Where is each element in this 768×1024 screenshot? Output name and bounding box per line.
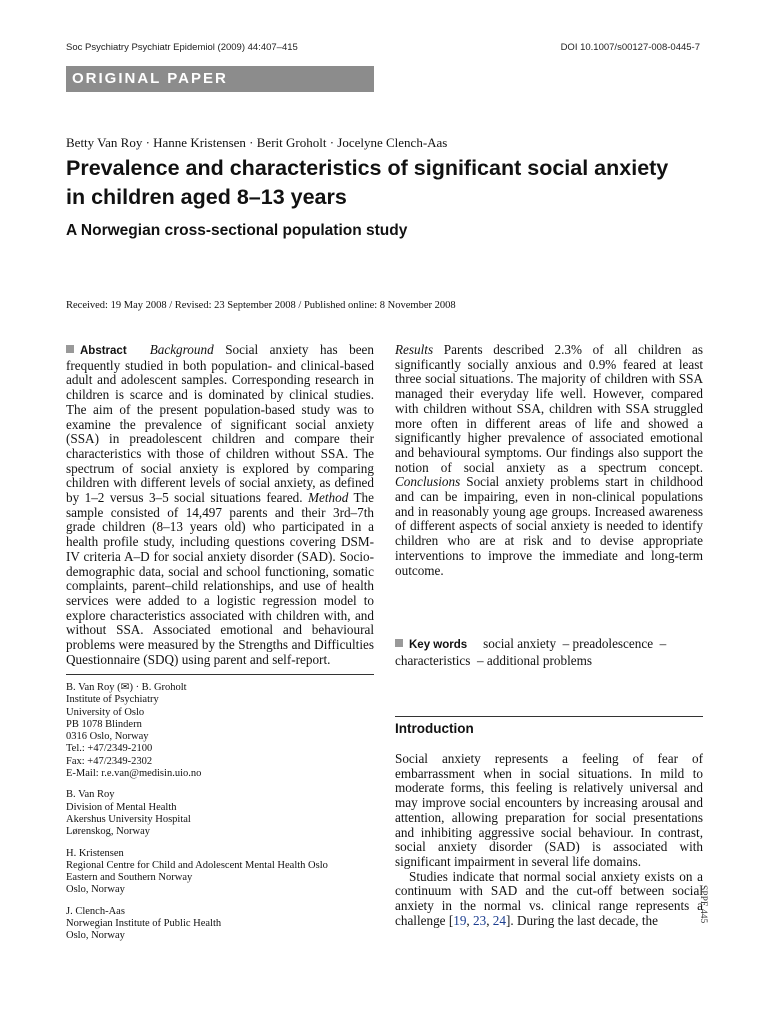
affiliation-line: Oslo, Norway [66, 884, 125, 896]
affiliation-line: Eastern and Southern Norway [66, 872, 193, 884]
affiliation-divider [66, 674, 374, 675]
affiliation-line: E-Mail: r.e.van@medisin.uio.no [66, 768, 202, 780]
abstract-column-right [395, 343, 703, 578]
introduction-heading: Introduction [395, 721, 474, 736]
abstract-column-left [66, 343, 374, 667]
conclusions-text: Social anxiety problems start in childhood and can be impairing, even in non-clinical populations and in reasonably young age groups. Increased awareness of different aspects of social anxiety is needed to identify children who are at risk and to devise appropriate interventions to improve the immediate and long-term outcome. [395, 474, 703, 578]
doi: DOI 10.1007/s00127-008-0445-7 [560, 42, 700, 53]
introduction-text [395, 752, 703, 928]
keywords [395, 636, 703, 668]
affiliation-block [66, 848, 386, 897]
citation-link[interactable]: 19 [453, 912, 467, 928]
background-label: Background [149, 342, 214, 357]
conclusions-label: Conclusions [395, 474, 461, 490]
affiliation-line: J. Clench-Aas [66, 905, 125, 917]
results-text: Parents described 2.3% of all children as significantly socially anxious and 0.9% feared at least three social situations. The majority of children with SSA managed their everyday life well. However, compared with children without SSA, children with SSA struggled more often in different areas of life and showed a significantly higher prevalence of associated emotional and behavioural symptoms. Our findings also support the notion of social anxiety as a spectrum concept. [395, 342, 703, 475]
citation-link[interactable]: 23 [473, 912, 487, 928]
method-label: Method [308, 490, 349, 506]
affiliation-line: Division of Mental Health [66, 801, 177, 813]
affiliation-block [66, 682, 386, 780]
affiliation-line: Norwegian Institute of Public Health [66, 918, 222, 930]
intro-paragraph-2-end: ]. During the last decade, the [505, 912, 658, 928]
article-title [66, 154, 706, 212]
affiliation-line: H. Kristensen [66, 847, 124, 859]
keywords-label: Key words [409, 639, 468, 651]
keywords-line-1: social anxiety – preadolescence – [483, 636, 667, 651]
affiliation-line: Regional Centre for Child and Adolescent Mental Health Oslo [66, 859, 328, 871]
author-list: Betty Van Roy · Hanne Kristensen · Berit Groholt · Jocelyne Clench-Aas [66, 135, 448, 150]
title-line-1: Prevalence and characteristics of significant social anxiety [66, 156, 669, 180]
method-text: The sample consisted of 14,497 parents and their 3rd–7th grade children (8–13 years old) who participated in a health profile study, including questions covering DSM-IV criteria A–D for social anxiety disorder (SAD). Socio-demographic data, social and school functioning, somatic complaints, parent–child relationships, and use of health services were added to a logistic regression model to explore characteristics associated with children with, and without SSA. Associated emotional and behavioural problems were measured by the Strengths and Difficulties Questionnaire (SDQ) using parent and self-report. [66, 490, 375, 667]
abstract-label: Abstract [80, 345, 127, 357]
background-text: Social anxiety has been frequently studied in both population- and clinical-based adult and adolescent samples. Corresponding research in children is scarce and is dominated by clinical studies. The aim of the present population-based study was to examine the prevalence of significant social anxiety (SSA) in preadolescent children and compare their characteristics with those of children without SSA. The spectrum of social anxiety is explored by comparing children with different levels of social anxiety, as defined by 1–2 versus 3–5 social situations feared. [66, 342, 374, 506]
title-line-2: in children aged 8–13 years [66, 185, 347, 209]
affiliation-line: Fax: +47/2349-2302 [66, 755, 153, 767]
affiliation-line: University of Oslo [66, 706, 145, 718]
article-subtitle: A Norwegian cross-sectional population study [66, 222, 408, 239]
affiliation-line: Akershus University Hospital [66, 813, 191, 825]
affiliation-line: Institute of Psychiatry [66, 694, 159, 706]
affiliation-line: B. Van Roy [66, 789, 115, 801]
square-bullet-icon [66, 345, 74, 353]
square-bullet-icon [395, 639, 403, 647]
affiliation-line: Oslo, Norway [66, 930, 125, 942]
affiliation-block [66, 789, 386, 838]
citation-separator: , [486, 912, 493, 928]
article-code: SPPE 445 [698, 885, 708, 924]
affiliation-line: 0316 Oslo, Norway [66, 731, 149, 743]
intro-paragraph-2 [395, 870, 703, 929]
affiliation-line: PB 1078 Blindern [66, 718, 142, 730]
journal-citation: Soc Psychiatry Psychiatr Epidemiol (2009) 44:407–415 [66, 42, 298, 53]
affiliation-line: B. Van Roy (✉) · B. Groholt [66, 682, 187, 693]
affiliation-line: Tel.: +47/2349-2100 [66, 743, 153, 755]
citation-link[interactable]: 24 [492, 912, 506, 928]
affiliations [66, 682, 386, 952]
publication-dates: Received: 19 May 2008 / Revised: 23 September 2008 / Published online: 8 November 2008 [66, 300, 456, 311]
intro-paragraph-1: Social anxiety represents a feeling of fear of embarrassment when in social situations. In mild to moderate forms, this feeling is relatively universal and may improve social encounters by increasing arousal and attention, allowing preparation for social presentations and inhibiting aggressive social behaviour. In contrast, social anxiety disorder (SAD) is associated with significant impairment in several life domains. [395, 751, 703, 869]
section-divider [395, 716, 703, 717]
affiliation-block [66, 906, 386, 943]
keywords-line-2: characteristics – additional problems [395, 653, 593, 668]
article-type-banner: ORIGINAL PAPER [66, 66, 374, 92]
affiliation-line: Lørenskog, Norway [66, 826, 150, 838]
results-label: Results [395, 342, 434, 357]
intro-paragraph-2-start: Studies indicate that normal social anxiety exists on a continuum with SAD and the cut-off between social anxiety in the normal vs. clinical range represents a challenge [ [395, 868, 703, 928]
citation-separator: , [466, 912, 473, 928]
